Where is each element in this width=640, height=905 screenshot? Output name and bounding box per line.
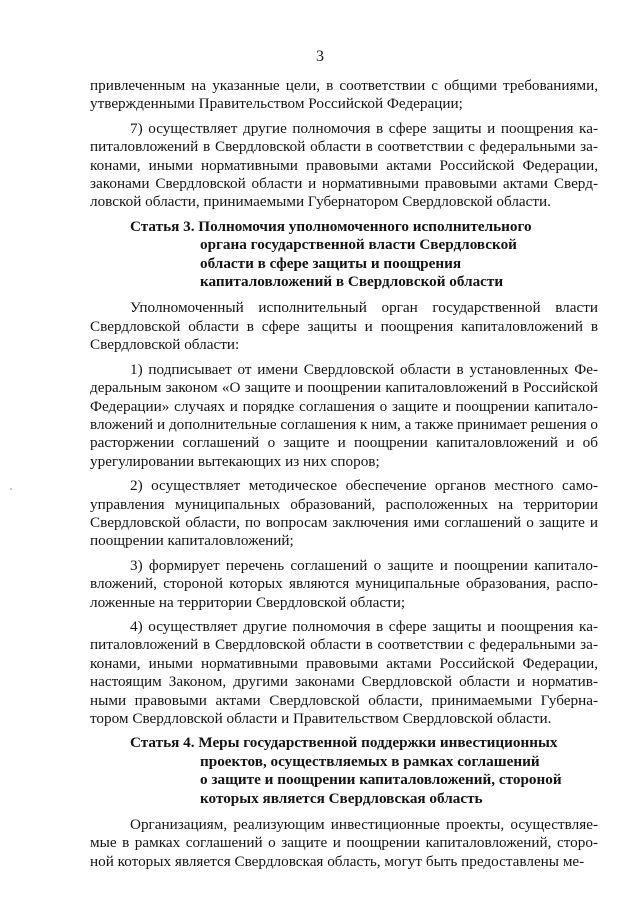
article-4-heading-line: проектов, осуществляемых в рамках соглашений — [200, 752, 540, 770]
article-4-heading-line: о защите и поощрении капиталовложений, стороной — [200, 771, 562, 789]
scan-speck — [10, 488, 12, 490]
paragraph-item-7: 7) осуществляет другие полномочия в сфере защиты и поощрения капиталовложений в Свердловской области в соответствии с федеральными законами, иными нормативными правовыми актами Российской Федерации, законами Свердловской области и нормативными правовыми актами Свердловской области, принимаемыми Губернатором Свердловской области. — [90, 119, 598, 211]
article-3-item-3: 3) формирует перечень соглашений о защите и поощрении капиталовложений, стороной которых являются муниципальные образования, расположенные на территории Свердловской области; — [90, 556, 598, 611]
article-4-heading-line: Статья 4. Меры государственной поддержки инвестиционных — [130, 734, 558, 752]
article-3-item-4: 4) осуществляет другие полномочия в сфере защиты и поощрения капиталовложений в Свердловской области в соответствии с федеральными законами, иными нормативными правовыми актами Российской Федерации, настоящим Законом, другими законами Свердловской области и нормативными правовыми актами Свердловской области, принимаемыми Губернатором Свердловской области и Правительством Свердловской области. — [90, 617, 598, 727]
article-3-heading-line: капиталовложений в Свердловской области — [200, 273, 504, 291]
page-number: 3 — [316, 48, 324, 65]
article-4-heading-line: которых является Свердловская область — [200, 789, 483, 807]
article-3-heading-line: области в сфере защиты и поощрения — [200, 254, 462, 272]
article-3-heading-line: Статья 3. Полномочия уполномоченного исполнительного — [130, 217, 532, 235]
article-4-heading — [90, 734, 598, 808]
article-3-heading — [90, 218, 598, 292]
article-3-heading-line: органа государственной власти Свердловской — [200, 236, 517, 254]
article-3-item-2: 2) осуществляет методическое обеспечение органов местного самоуправления муниципальных образований, расположенных на территории Свердловской области, по вопросам заключения ими соглашений о защите и поощрении капиталовложений; — [90, 477, 598, 550]
document-body — [90, 77, 598, 877]
article-3-item-1: 1) подписывает от имени Свердловской области в установленных Федеральным законом «О защите и поощрении капиталовложений в Российской Федерации» случаях и порядке соглашения о защите и поощрении капиталовложений и дополнительные соглашения к ним, а также принимает решения о расторжении соглашений о защите и поощрении капиталовложений и об урегулировании вытекающих из них споров; — [90, 360, 598, 470]
article-3-intro: Уполномоченный исполнительный орган государственной власти Свердловской области в сфере защиты и поощрения капиталовложений в Свердловской области: — [90, 299, 598, 354]
paragraph-continuation: привлеченным на указанные цели, в соответствии с общими требованиями, утвержденными Правительством Российской Федерации; — [90, 77, 598, 113]
article-4-intro: Организациям, реализующим инвестиционные проекты, осуществляемые в рамках соглашений о защите и поощрении капиталовложений, стороной которых является Свердловская область, могут быть предоставлены ме- — [90, 816, 598, 870]
